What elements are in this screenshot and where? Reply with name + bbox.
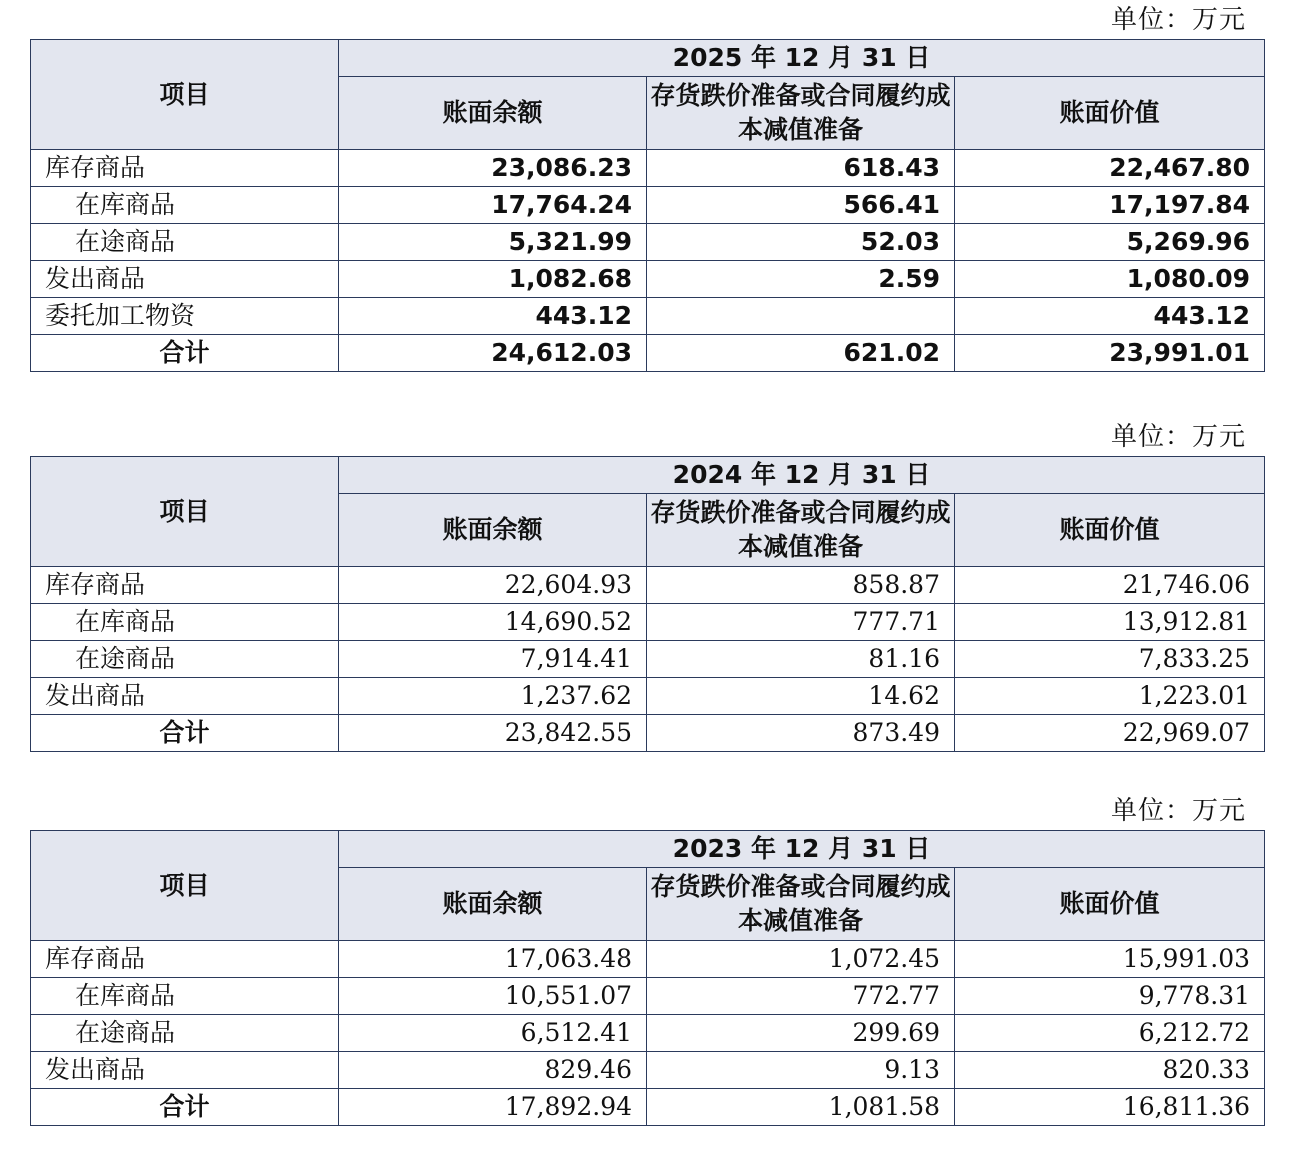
book-balance-cell: 5,321.99 — [339, 224, 647, 261]
provision-cell: 52.03 — [647, 224, 955, 261]
provision-cell: 14.62 — [647, 678, 955, 715]
total-row — [31, 335, 1265, 372]
book-value-cell: 7,833.25 — [955, 641, 1265, 678]
unit-label: 单位：万元 — [1110, 796, 1246, 826]
book-balance-cell: 1,082.68 — [339, 261, 647, 298]
header-provision: 存货跌价准备或合同履约成本减值准备 — [647, 868, 955, 941]
provision-cell: 566.41 — [647, 187, 955, 224]
table-row — [31, 1015, 1265, 1052]
book-value-cell: 6,212.72 — [955, 1015, 1265, 1052]
book-value-cell: 13,912.81 — [955, 604, 1265, 641]
header-date: 2025 年 12 月 31 日 — [339, 40, 1265, 77]
row-label: 发出商品 — [31, 261, 339, 298]
table-row — [31, 641, 1265, 678]
header-book-value: 账面价值 — [955, 868, 1265, 941]
row-label: 发出商品 — [31, 1052, 339, 1089]
row-label: 在途商品 — [31, 1015, 339, 1052]
row-label: 在库商品 — [31, 187, 339, 224]
inventory-table-2024 — [30, 456, 1265, 752]
book-balance-cell: 17,764.24 — [339, 187, 647, 224]
header-item: 项目 — [31, 831, 339, 941]
table-row — [31, 1052, 1265, 1089]
row-label: 库存商品 — [31, 150, 339, 187]
book-value-cell: 22,467.80 — [955, 150, 1265, 187]
book-balance-cell: 7,914.41 — [339, 641, 647, 678]
provision-cell: 858.87 — [647, 567, 955, 604]
book-value-cell: 15,991.03 — [955, 941, 1265, 978]
provision-cell — [647, 298, 955, 335]
header-book-value: 账面价值 — [955, 77, 1265, 150]
inventory-table-2023 — [30, 830, 1265, 1126]
row-label: 库存商品 — [31, 567, 339, 604]
provision-cell: 1,081.58 — [647, 1089, 955, 1126]
table-row — [31, 978, 1265, 1015]
header-date: 2023 年 12 月 31 日 — [339, 831, 1265, 868]
provision-cell: 9.13 — [647, 1052, 955, 1089]
book-value-cell: 16,811.36 — [955, 1089, 1265, 1126]
book-value-cell: 1,223.01 — [955, 678, 1265, 715]
provision-cell: 772.77 — [647, 978, 955, 1015]
table-row — [31, 567, 1265, 604]
row-label: 委托加工物资 — [31, 298, 339, 335]
book-value-cell: 22,969.07 — [955, 715, 1265, 752]
row-label: 库存商品 — [31, 941, 339, 978]
header-date: 2024 年 12 月 31 日 — [339, 457, 1265, 494]
book-value-cell: 443.12 — [955, 298, 1265, 335]
provision-cell: 618.43 — [647, 150, 955, 187]
book-value-cell: 1,080.09 — [955, 261, 1265, 298]
table-row — [31, 261, 1265, 298]
row-label: 在途商品 — [31, 224, 339, 261]
row-label: 在库商品 — [31, 978, 339, 1015]
provision-cell: 2.59 — [647, 261, 955, 298]
header-book-balance: 账面余额 — [339, 77, 647, 150]
total-row — [31, 715, 1265, 752]
table-row — [31, 150, 1265, 187]
table-row — [31, 298, 1265, 335]
book-balance-cell: 829.46 — [339, 1052, 647, 1089]
provision-cell: 777.71 — [647, 604, 955, 641]
row-label: 在库商品 — [31, 604, 339, 641]
book-balance-cell: 22,604.93 — [339, 567, 647, 604]
provision-cell: 873.49 — [647, 715, 955, 752]
provision-cell: 1,072.45 — [647, 941, 955, 978]
total-label: 合计 — [31, 715, 339, 752]
header-item: 项目 — [31, 457, 339, 567]
book-balance-cell: 23,086.23 — [339, 150, 647, 187]
book-balance-cell: 24,612.03 — [339, 335, 647, 372]
book-value-cell: 5,269.96 — [955, 224, 1265, 261]
header-item: 项目 — [31, 40, 339, 150]
book-value-cell: 23,991.01 — [955, 335, 1265, 372]
book-value-cell: 9,778.31 — [955, 978, 1265, 1015]
row-label: 发出商品 — [31, 678, 339, 715]
book-balance-cell: 23,842.55 — [339, 715, 647, 752]
total-label: 合计 — [31, 1089, 339, 1126]
header-provision: 存货跌价准备或合同履约成本减值准备 — [647, 77, 955, 150]
provision-cell: 299.69 — [647, 1015, 955, 1052]
provision-cell: 621.02 — [647, 335, 955, 372]
table-row — [31, 224, 1265, 261]
book-balance-cell: 6,512.41 — [339, 1015, 647, 1052]
total-label: 合计 — [31, 335, 339, 372]
table-row — [31, 678, 1265, 715]
header-provision: 存货跌价准备或合同履约成本减值准备 — [647, 494, 955, 567]
book-balance-cell: 17,063.48 — [339, 941, 647, 978]
book-value-cell: 820.33 — [955, 1052, 1265, 1089]
header-book-balance: 账面余额 — [339, 494, 647, 567]
provision-cell: 81.16 — [647, 641, 955, 678]
total-row — [31, 1089, 1265, 1126]
unit-label: 单位：万元 — [1110, 5, 1246, 35]
book-balance-cell: 14,690.52 — [339, 604, 647, 641]
book-value-cell: 21,746.06 — [955, 567, 1265, 604]
header-book-value: 账面价值 — [955, 494, 1265, 567]
table-row — [31, 187, 1265, 224]
header-book-balance: 账面余额 — [339, 868, 647, 941]
inventory-table-2025 — [30, 39, 1265, 372]
book-balance-cell: 1,237.62 — [339, 678, 647, 715]
book-balance-cell: 17,892.94 — [339, 1089, 647, 1126]
book-value-cell: 17,197.84 — [955, 187, 1265, 224]
table-row — [31, 941, 1265, 978]
row-label: 在途商品 — [31, 641, 339, 678]
book-balance-cell: 10,551.07 — [339, 978, 647, 1015]
table-row — [31, 604, 1265, 641]
unit-label: 单位：万元 — [1110, 422, 1246, 452]
book-balance-cell: 443.12 — [339, 298, 647, 335]
